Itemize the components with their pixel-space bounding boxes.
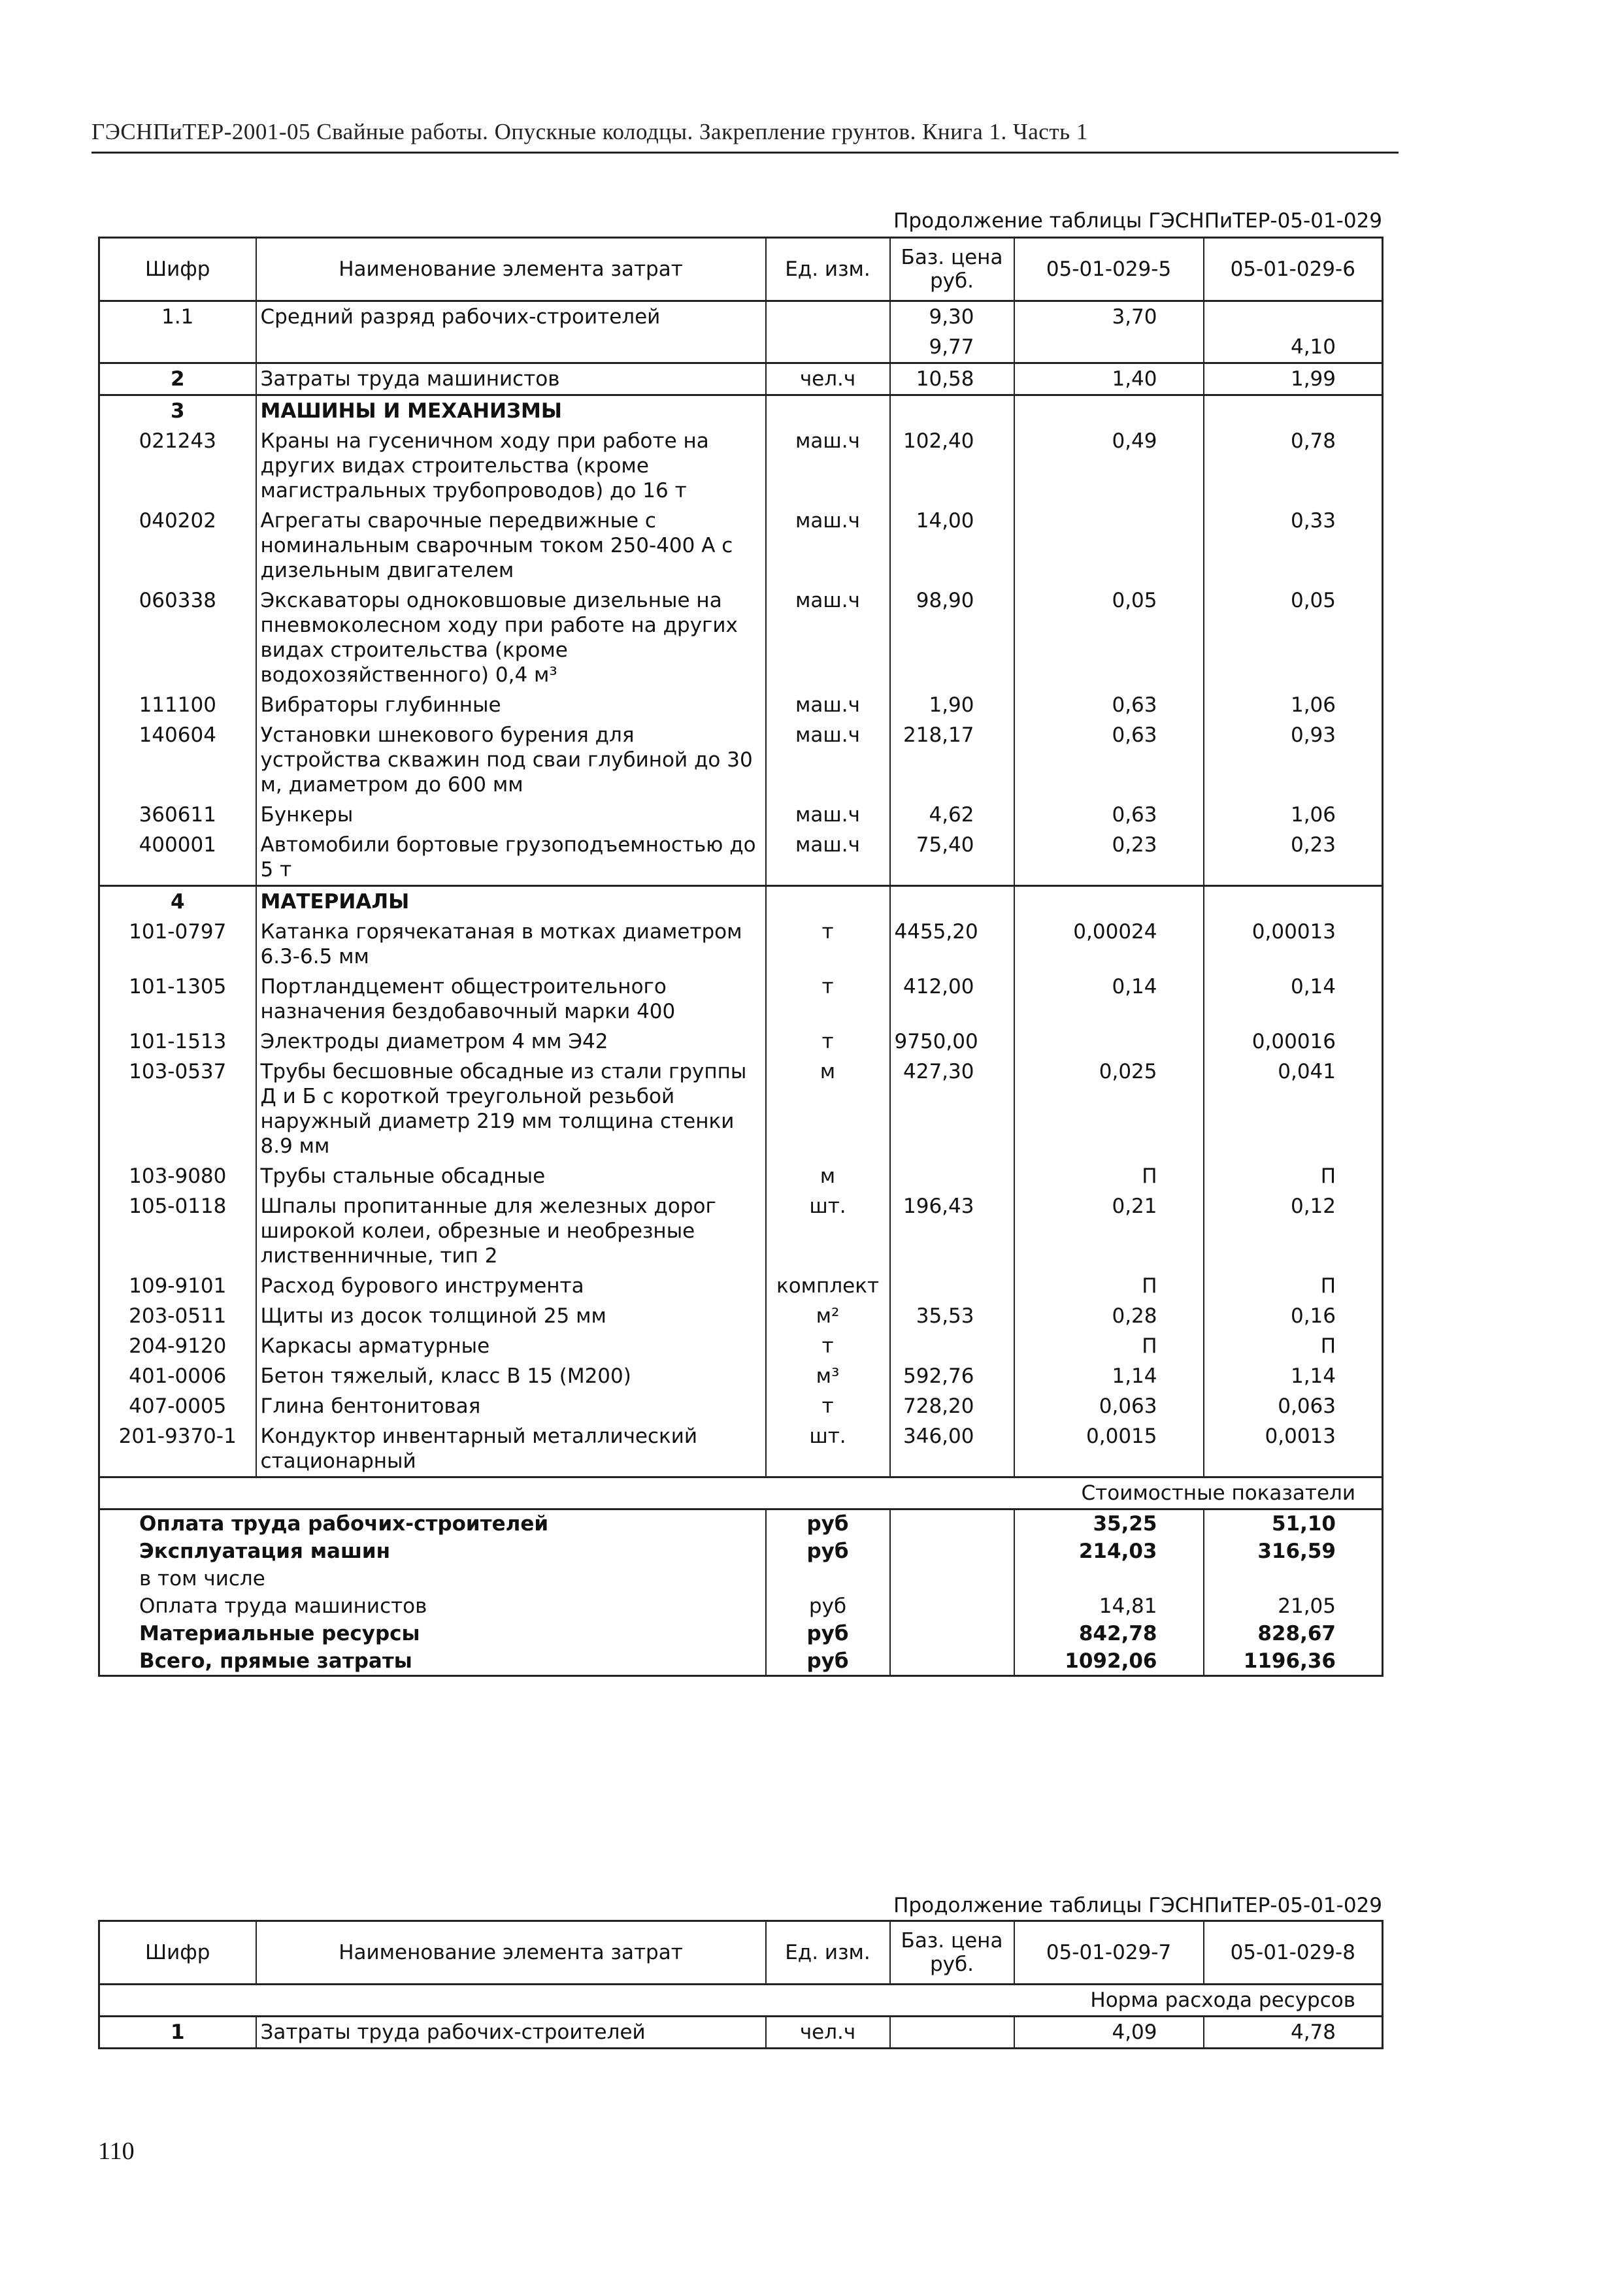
table-row (99, 1161, 1383, 1191)
row-norm-1: 0,49 (1014, 426, 1204, 506)
row-price: 9,30 (890, 301, 1014, 333)
header-rule (91, 152, 1399, 154)
row-price (890, 395, 1014, 427)
table-row (99, 690, 1383, 720)
row-norm-2: 0,063 (1204, 1391, 1383, 1421)
row-name: Автомобили бортовые грузоподъемностью до 5 т (256, 830, 766, 886)
row-norm-1: 1,14 (1014, 1361, 1204, 1391)
row-norm-1: 0,0015 (1014, 1421, 1204, 1477)
row-unit: шт. (766, 1421, 890, 1477)
row-name (256, 332, 766, 363)
row-norm-2: 0,00013 (1204, 917, 1383, 972)
row-name: Трубы стальные обсадные (256, 1161, 766, 1191)
row-unit (766, 886, 890, 917)
cost-price-empty (890, 1592, 1014, 1620)
table-row (99, 426, 1383, 506)
cost-value-2 (1204, 1565, 1383, 1592)
table-row (99, 1361, 1383, 1391)
table-row (99, 1421, 1383, 1477)
row-norm-1: 0,63 (1014, 720, 1204, 800)
row-price (890, 1271, 1014, 1301)
cost-value-2: 51,10 (1204, 1509, 1383, 1538)
row-name: Расход бурового инструмента (256, 1271, 766, 1301)
row-code: 060338 (99, 586, 256, 690)
row-norm-2: 1,99 (1204, 363, 1383, 395)
cost-row (99, 1647, 1383, 1676)
row-price: 102,40 (890, 426, 1014, 506)
cost-row (99, 1509, 1383, 1538)
cost-title-row (99, 1477, 1383, 1509)
row-name: Трубы бесшовные обсадные из стали группы Д и Б с короткой треугольной резьбой наружный диаметр 219 мм толщина стенки 8.9 мм (256, 1057, 766, 1161)
row-norm-1: 0,23 (1014, 830, 1204, 886)
row-norm-2: 4,78 (1204, 2017, 1383, 2049)
table-row (99, 332, 1383, 363)
row-norm-1: 0,05 (1014, 586, 1204, 690)
row-code: 204-9120 (99, 1331, 256, 1361)
row-price: 98,90 (890, 586, 1014, 690)
row-norm-1: П (1014, 1271, 1204, 1301)
cost-row (99, 1592, 1383, 1620)
row-price: 75,40 (890, 830, 1014, 886)
row-unit: маш.ч (766, 690, 890, 720)
row-unit: м² (766, 1301, 890, 1331)
row-name: Вибраторы глубинные (256, 690, 766, 720)
table-row (99, 1191, 1383, 1271)
cost-value-2: 1196,36 (1204, 1647, 1383, 1676)
table2-continuation: Продолжение таблицы ГЭСНПиТЕР-05-01-029 (893, 1894, 1382, 1917)
cost-label: Материальные ресурсы (99, 1620, 766, 1647)
cost-value-1: 14,81 (1014, 1592, 1204, 1620)
row-price: 728,20 (890, 1391, 1014, 1421)
cost-value-1 (1014, 1565, 1204, 1592)
cost-label: Оплата труда рабочих-строителей (99, 1509, 766, 1538)
cost-value-2: 828,67 (1204, 1620, 1383, 1647)
row-code: 360611 (99, 800, 256, 830)
row-unit: чел.ч (766, 363, 890, 395)
row-name: МАТЕРИАЛЫ (256, 886, 766, 917)
row-price: 4,62 (890, 800, 1014, 830)
col-header-norm-7: 05-01-029-7 (1014, 1921, 1204, 1985)
table-row (99, 830, 1383, 886)
row-code: 4 (99, 886, 256, 917)
col-header-code: Шифр (99, 238, 256, 301)
col-header-unit: Ед. изм. (766, 238, 890, 301)
row-norm-2: 0,00016 (1204, 1027, 1383, 1057)
row-norm-2 (1204, 886, 1383, 917)
row-code: 103-0537 (99, 1057, 256, 1161)
row-norm-1: П (1014, 1331, 1204, 1361)
row-norm-1: 0,28 (1014, 1301, 1204, 1331)
resource-table-1 (98, 237, 1384, 1677)
table-row (99, 1331, 1383, 1361)
row-norm-2: 0,23 (1204, 830, 1383, 886)
cost-price-empty (890, 1565, 1014, 1592)
row-code: 400001 (99, 830, 256, 886)
row-norm-1: 0,00024 (1014, 917, 1204, 972)
row-norm-2: П (1204, 1161, 1383, 1191)
cost-value-2: 316,59 (1204, 1538, 1383, 1565)
cost-row (99, 1565, 1383, 1592)
row-name: Установки шнекового бурения для устройства скважин под сваи глубиной до 30 м, диаметром до 600 мм (256, 720, 766, 800)
row-name: Шпалы пропитанные для железных дорог широкой колеи, обрезные и необрезные лиственничные, тип 2 (256, 1191, 766, 1271)
cost-value-1: 1092,06 (1014, 1647, 1204, 1676)
row-unit: м³ (766, 1361, 890, 1391)
table-row (99, 506, 1383, 586)
row-name: Экскаваторы одноковшовые дизельные на пневмоколесном ходу при работе на других видах строительства (кроме водохозяйственного) 0,4 м³ (256, 586, 766, 690)
row-price: 592,76 (890, 1361, 1014, 1391)
cost-unit (766, 1565, 890, 1592)
row-code: 101-1513 (99, 1027, 256, 1057)
table-row (99, 1391, 1383, 1421)
row-name: Каркасы арматурные (256, 1331, 766, 1361)
row-code: 201-9370-1 (99, 1421, 256, 1477)
row-price: 196,43 (890, 1191, 1014, 1271)
cost-label: Оплата труда машинистов (99, 1592, 766, 1620)
row-unit: маш.ч (766, 800, 890, 830)
row-norm-2: П (1204, 1331, 1383, 1361)
row-code: 203-0511 (99, 1301, 256, 1331)
row-code: 101-1305 (99, 972, 256, 1027)
row-code (99, 332, 256, 363)
cost-value-1: 842,78 (1014, 1620, 1204, 1647)
table-row (99, 1301, 1383, 1331)
row-code: 3 (99, 395, 256, 427)
row-norm-1: 4,09 (1014, 2017, 1204, 2049)
table-row (99, 1057, 1383, 1161)
row-norm-1: 1,40 (1014, 363, 1204, 395)
table-row (99, 1027, 1383, 1057)
row-name: Бункеры (256, 800, 766, 830)
row-norm-1: 0,63 (1014, 690, 1204, 720)
col-header-norm-5: 05-01-029-5 (1014, 238, 1204, 301)
table-row (99, 586, 1383, 690)
running-header: ГЭСНПиТЕР-2001-05 Свайные работы. Опускные колодцы. Закрепление грунтов. Книга 1. Часть 1 (91, 119, 1088, 144)
col-header-price: Баз. цена руб. (890, 1921, 1014, 1985)
cost-unit: руб (766, 1592, 890, 1620)
row-norm-2: 1,06 (1204, 800, 1383, 830)
row-name: Средний разряд рабочих-строителей (256, 301, 766, 333)
row-unit: шт. (766, 1191, 890, 1271)
cost-unit: руб (766, 1538, 890, 1565)
row-unit (766, 395, 890, 427)
row-price: 218,17 (890, 720, 1014, 800)
row-name: Катанка горячекатаная в мотках диаметром 6.3-6.5 мм (256, 917, 766, 972)
row-norm-2: 1,06 (1204, 690, 1383, 720)
row-code: 021243 (99, 426, 256, 506)
row-name: Электроды диаметром 4 мм Э42 (256, 1027, 766, 1057)
col-header-norm-6: 05-01-029-6 (1204, 238, 1383, 301)
row-norm-2: 0,14 (1204, 972, 1383, 1027)
row-norm-1 (1014, 395, 1204, 427)
col-header-norm-8: 05-01-029-8 (1204, 1921, 1383, 1985)
col-header-unit: Ед. изм. (766, 1921, 890, 1985)
col-header-name: Наименование элемента затрат (256, 1921, 766, 1985)
row-norm-2: 1,14 (1204, 1361, 1383, 1391)
row-code: 111100 (99, 690, 256, 720)
resource-table-2 (98, 1920, 1384, 2049)
cost-label: Всего, прямые затраты (99, 1647, 766, 1676)
table-row (99, 1271, 1383, 1301)
row-code: 1 (99, 2017, 256, 2049)
row-code: 407-0005 (99, 1391, 256, 1421)
row-norm-2: 0,16 (1204, 1301, 1383, 1331)
row-price: 9,77 (890, 332, 1014, 363)
cost-price-empty (890, 1509, 1014, 1538)
norm-title: Норма расхода ресурсов (99, 1985, 1383, 2017)
row-unit: т (766, 1027, 890, 1057)
cost-price-empty (890, 1620, 1014, 1647)
row-unit: т (766, 1331, 890, 1361)
row-norm-1 (1014, 1027, 1204, 1057)
table-row (99, 917, 1383, 972)
cost-label: в том числе (99, 1565, 766, 1592)
row-code: 101-0797 (99, 917, 256, 972)
cost-unit: руб (766, 1509, 890, 1538)
row-price (890, 886, 1014, 917)
table1-header-row (99, 238, 1383, 301)
row-price: 9750,00 (890, 1027, 1014, 1057)
table2-header-row (99, 1921, 1383, 1985)
row-name: МАШИНЫ И МЕХАНИЗМЫ (256, 395, 766, 427)
row-norm-1: 0,025 (1014, 1057, 1204, 1161)
row-unit: маш.ч (766, 506, 890, 586)
row-norm-2: 0,12 (1204, 1191, 1383, 1271)
row-code: 401-0006 (99, 1361, 256, 1391)
table1-continuation: Продолжение таблицы ГЭСНПиТЕР-05-01-029 (893, 209, 1382, 233)
row-price: 4455,20 (890, 917, 1014, 972)
row-norm-1: П (1014, 1161, 1204, 1191)
table-row (99, 363, 1383, 395)
page-number: 110 (98, 2137, 135, 2165)
row-name: Портландцемент общестроительного назначения бездобавочный марки 400 (256, 972, 766, 1027)
row-price: 1,90 (890, 690, 1014, 720)
row-name: Агрегаты сварочные передвижные с номинальным сварочным током 250-400 А с дизельным двигателем (256, 506, 766, 586)
row-norm-2 (1204, 301, 1383, 333)
row-norm-2: 0,78 (1204, 426, 1383, 506)
col-header-price: Баз. цена руб. (890, 238, 1014, 301)
row-norm-2: 0,0013 (1204, 1421, 1383, 1477)
row-code: 140604 (99, 720, 256, 800)
row-price: 14,00 (890, 506, 1014, 586)
row-norm-2: 4,10 (1204, 332, 1383, 363)
row-unit (766, 332, 890, 363)
row-norm-1 (1014, 886, 1204, 917)
row-price (890, 1331, 1014, 1361)
cost-row (99, 1620, 1383, 1647)
row-code: 2 (99, 363, 256, 395)
row-unit: чел.ч (766, 2017, 890, 2049)
row-name: Затраты труда машинистов (256, 363, 766, 395)
row-unit: комплект (766, 1271, 890, 1301)
row-name: Щиты из досок толщиной 25 мм (256, 1301, 766, 1331)
table-row (99, 972, 1383, 1027)
row-unit (766, 301, 890, 333)
row-norm-1: 0,14 (1014, 972, 1204, 1027)
row-norm-1 (1014, 506, 1204, 586)
row-unit: маш.ч (766, 720, 890, 800)
row-name: Затраты труда рабочих-строителей (256, 2017, 766, 2049)
cost-row (99, 1538, 1383, 1565)
row-code: 040202 (99, 506, 256, 586)
cost-value-1: 35,25 (1014, 1509, 1204, 1538)
row-norm-1: 0,63 (1014, 800, 1204, 830)
row-norm-2: 0,93 (1204, 720, 1383, 800)
cost-label: Эксплуатация машин (99, 1538, 766, 1565)
row-norm-2: 0,33 (1204, 506, 1383, 586)
cost-price-empty (890, 1647, 1014, 1676)
row-unit: т (766, 972, 890, 1027)
cost-value-1: 214,03 (1014, 1538, 1204, 1565)
section-row (99, 395, 1383, 427)
row-unit: маш.ч (766, 586, 890, 690)
cost-value-2: 21,05 (1204, 1592, 1383, 1620)
row-code: 103-9080 (99, 1161, 256, 1191)
row-unit: т (766, 917, 890, 972)
row-unit: маш.ч (766, 830, 890, 886)
row-norm-2: 0,041 (1204, 1057, 1383, 1161)
cost-unit: руб (766, 1647, 890, 1676)
cost-title: Стоимостные показатели (99, 1477, 1383, 1509)
row-price: 427,30 (890, 1057, 1014, 1161)
row-code: 105-0118 (99, 1191, 256, 1271)
row-code: 109-9101 (99, 1271, 256, 1301)
row-price: 346,00 (890, 1421, 1014, 1477)
row-price (890, 1161, 1014, 1191)
row-price (890, 2017, 1014, 2049)
row-norm-1: 3,70 (1014, 301, 1204, 333)
row-norm-1 (1014, 332, 1204, 363)
row-unit: м (766, 1057, 890, 1161)
table-row (99, 301, 1383, 333)
row-norm-2: 0,05 (1204, 586, 1383, 690)
section-row (99, 886, 1383, 917)
row-name: Кондуктор инвентарный металлический стационарный (256, 1421, 766, 1477)
row-norm-2: П (1204, 1271, 1383, 1301)
row-price: 412,00 (890, 972, 1014, 1027)
row-name: Глина бентонитовая (256, 1391, 766, 1421)
row-name: Бетон тяжелый, класс В 15 (М200) (256, 1361, 766, 1391)
cost-unit: руб (766, 1620, 890, 1647)
row-price: 10,58 (890, 363, 1014, 395)
row-name: Краны на гусеничном ходу при работе на других видах строительства (кроме магистральных трубопроводов) до 16 т (256, 426, 766, 506)
norm-title-row (99, 1985, 1383, 2017)
table-row (99, 2017, 1383, 2049)
row-norm-1: 0,063 (1014, 1391, 1204, 1421)
row-unit: т (766, 1391, 890, 1421)
row-unit: маш.ч (766, 426, 890, 506)
cost-price-empty (890, 1538, 1014, 1565)
table-row (99, 720, 1383, 800)
col-header-name: Наименование элемента затрат (256, 238, 766, 301)
row-norm-2 (1204, 395, 1383, 427)
table-row (99, 800, 1383, 830)
row-code: 1.1 (99, 301, 256, 333)
row-price: 35,53 (890, 1301, 1014, 1331)
row-unit: м (766, 1161, 890, 1191)
row-norm-1: 0,21 (1014, 1191, 1204, 1271)
col-header-code: Шифр (99, 1921, 256, 1985)
